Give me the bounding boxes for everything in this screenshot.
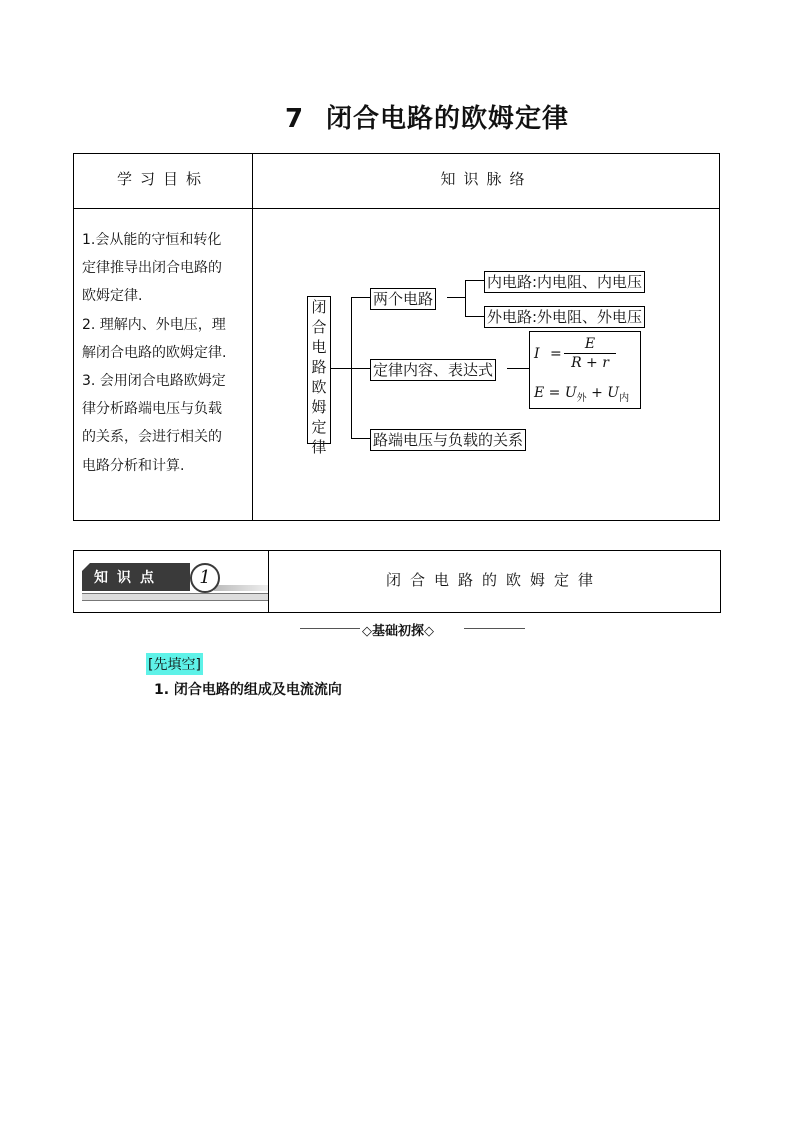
badge-number: 1: [190, 563, 220, 593]
leaf-internal-circuit: 内电路:内电阻、内电压: [484, 271, 645, 293]
learning-goals-header: 学习目标: [116, 170, 209, 188]
goal-line: 定律推导出闭合电路的: [82, 260, 222, 277]
branch-terminal-voltage: 路端电压与负载的关系: [370, 429, 526, 451]
formula-sub-external: 外: [576, 392, 587, 404]
formula-emf-lhs: E = U: [534, 385, 577, 401]
goal-line: 的关系，会进行相关的: [82, 429, 222, 446]
formula-sub-internal: 内: [619, 392, 630, 404]
badge-tail: [214, 585, 268, 591]
root-char: 路: [311, 358, 327, 376]
root-char: 电: [311, 338, 327, 356]
root-char: 律: [311, 438, 327, 456]
knowledge-map-header: 知识脉络: [440, 170, 533, 188]
item-heading: 1. 闭合电路的组成及电流流向: [154, 682, 342, 698]
knowledge-point-title: 闭合电路的欧姆定律: [385, 571, 602, 589]
leaf-external-circuit: 外电路:外电阻、外电压: [484, 306, 645, 328]
goal-line: 欧姆定律.: [82, 288, 143, 305]
branch-law-expression: 定律内容、表达式: [370, 359, 496, 381]
fill-blank-tag: [先填空]: [146, 653, 203, 675]
divider-line: [464, 628, 525, 629]
badge-text: 知识点: [94, 570, 163, 586]
formula-denominator: R + r: [571, 355, 609, 371]
formula-equals: =: [550, 346, 562, 362]
root-char: 姆: [311, 398, 327, 416]
goal-line: 解闭合电路的欧姆定律.: [82, 344, 227, 361]
formula-current: I: [534, 346, 540, 362]
root-char: 闭: [311, 298, 327, 316]
goal-line: 3. 会用闭合电路欧姆定: [82, 373, 226, 390]
badge-base: [82, 593, 268, 601]
goal-line: 2. 理解内、外电压，理: [82, 316, 226, 333]
knowledge-point-badge: [82, 563, 266, 591]
goal-line: 律分析路端电压与负载: [82, 401, 222, 418]
root-char: 欧: [311, 378, 327, 396]
learning-goals-text: [82, 226, 250, 480]
chapter-title: 闭合电路的欧姆定律: [326, 104, 570, 134]
formula-numerator: E: [584, 336, 596, 352]
root-char: 合: [311, 318, 327, 336]
root-char: 定: [311, 418, 327, 436]
goal-line: 电路分析和计算.: [82, 457, 185, 474]
page-title: [0, 98, 794, 135]
chapter-number: 7: [284, 104, 305, 134]
knowledge-point-table: [73, 550, 721, 613]
divider-line: [300, 628, 360, 629]
branch-two-circuits: 两个电路: [370, 288, 436, 310]
formula-plus-u: + U: [586, 385, 620, 401]
goal-line: 1.会从能的守恒和转化: [82, 232, 222, 248]
section-divider-text: ◇基础初探◇: [362, 624, 434, 639]
objectives-table: [73, 153, 720, 521]
table-divider: [74, 208, 719, 209]
